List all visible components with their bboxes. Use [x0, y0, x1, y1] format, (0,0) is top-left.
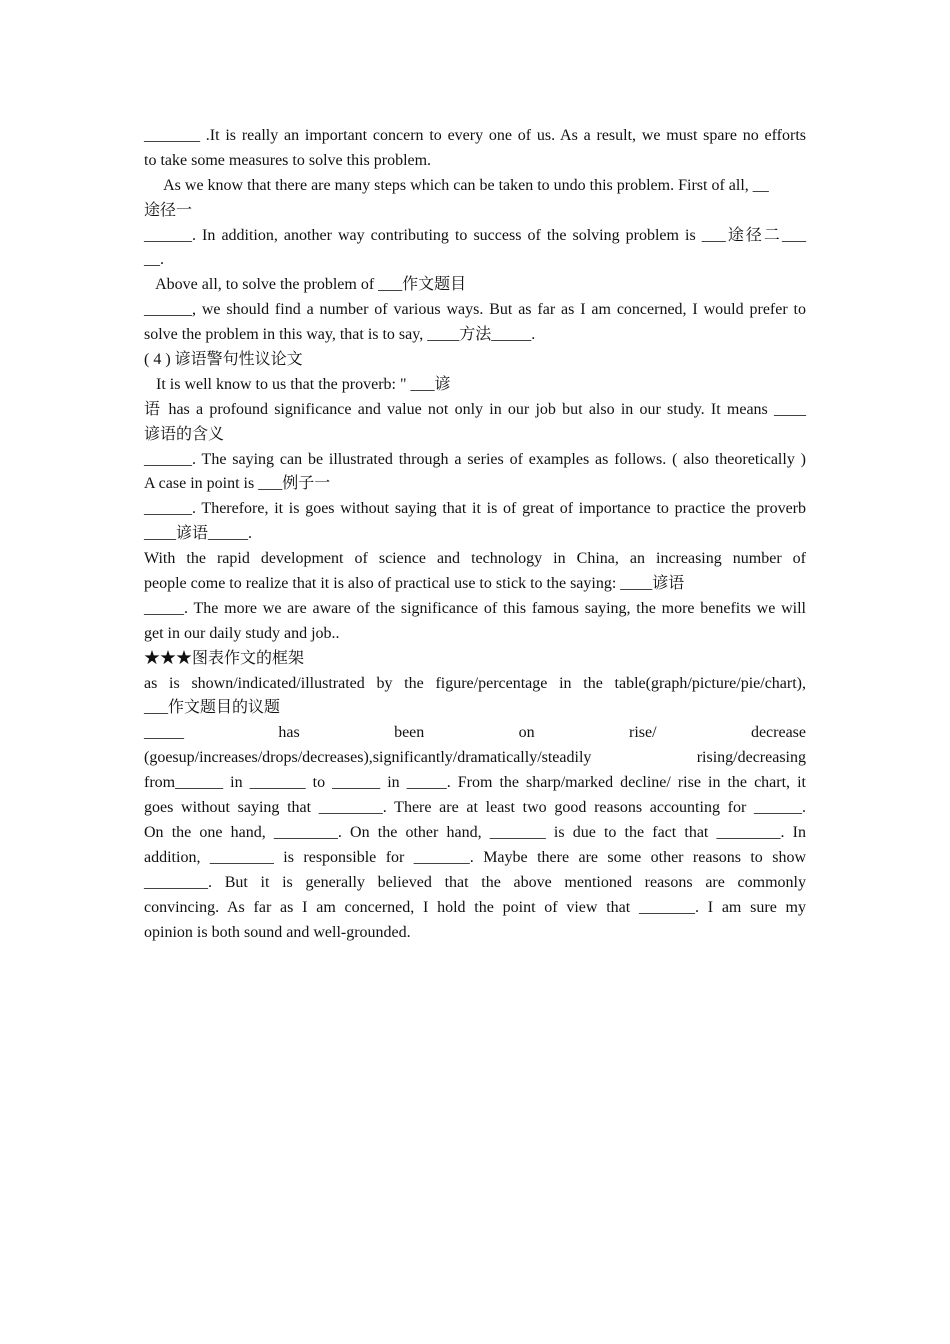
- text-line: Above all, to solve the problem of ___作文题目: [144, 276, 467, 294]
- text-line: ______. Therefore, it is goes without saying that it is of great of importance to practice the proverb: [144, 500, 806, 518]
- text-line: (goesup/increases/drops/decreases),significantly/dramatically/steadily rising/decreasing: [144, 749, 806, 767]
- text-line: get in our daily study and job..: [144, 624, 340, 642]
- text-line: to take some measures to solve this problem.: [144, 151, 432, 169]
- text-line: _____. The more we are aware of the significance of this famous saying, the more benefits we will: [144, 599, 806, 617]
- text-line: A case in point is ___例子一: [144, 475, 331, 493]
- text-line: opinion is both sound and well-grounded.: [144, 923, 411, 941]
- text-line: As we know that there are many steps which can be taken to undo this problem. First of all, __: [144, 176, 769, 194]
- text-line: goes without saying that ________. There are at least two good reasons accounting for ______.: [144, 799, 806, 817]
- text-line: from______ in _______ to ______ in _____. From the sharp/marked decline/ rise in the chart, it: [144, 774, 806, 792]
- text-line: ________. But it is generally believed that the above mentioned reasons are commonly: [144, 873, 806, 891]
- text-line: solve the problem in this way, that is to say, ____方法_____.: [144, 326, 536, 344]
- text-line: people come to realize that it is also of practical use to stick to the saying: ____谚语: [144, 575, 685, 593]
- text-line: ______. The saying can be illustrated through a series of examples as follows. ( also theoretically ): [144, 450, 806, 468]
- text-line: 谚语的含义: [144, 425, 225, 443]
- text-line: It is well know to us that the proverb: " ___谚: [144, 375, 451, 393]
- text-line: __.: [144, 251, 164, 269]
- text-line: On the one hand, ________. On the other hand, _______ is due to the fact that ________. In: [144, 823, 806, 841]
- text-line: ___作文题目的议题: [144, 699, 281, 717]
- text-line: addition, ________ is responsible for _______. Maybe there are some other reasons to show: [144, 848, 806, 866]
- text-line: ______, we should find a number of various ways. But as far as I am concerned, I would prefer to: [144, 301, 806, 319]
- section-heading: ( 4 ) 谚语警句性议论文: [144, 351, 303, 369]
- text-line: 语 has a profound significance and value not only in our job but also in our study. It means ____: [144, 400, 806, 418]
- text-line: With the rapid development of science and technology in China, an increasing number of: [144, 550, 806, 568]
- section-heading: ★★★图表作文的框架: [144, 649, 305, 667]
- text-line: convincing. As far as I am concerned, I hold the point of view that _______. I am sure my: [144, 898, 806, 916]
- text-line: ______. In addition, another way contributing to success of the solving problem is ___途径二___: [144, 226, 806, 244]
- text-line: _______ .It is really an important concern to every one of us. As a result, we must spare no efforts: [144, 127, 806, 144]
- text-line: 途径一: [144, 201, 193, 219]
- text-line: ____谚语_____.: [144, 525, 253, 543]
- text-line: as is shown/indicated/illustrated by the figure/percentage in the table(graph/picture/pie/chart),: [144, 674, 806, 692]
- document-page: [144, 124, 806, 945]
- text-line: _____ has been on rise/ decrease: [144, 724, 806, 742]
